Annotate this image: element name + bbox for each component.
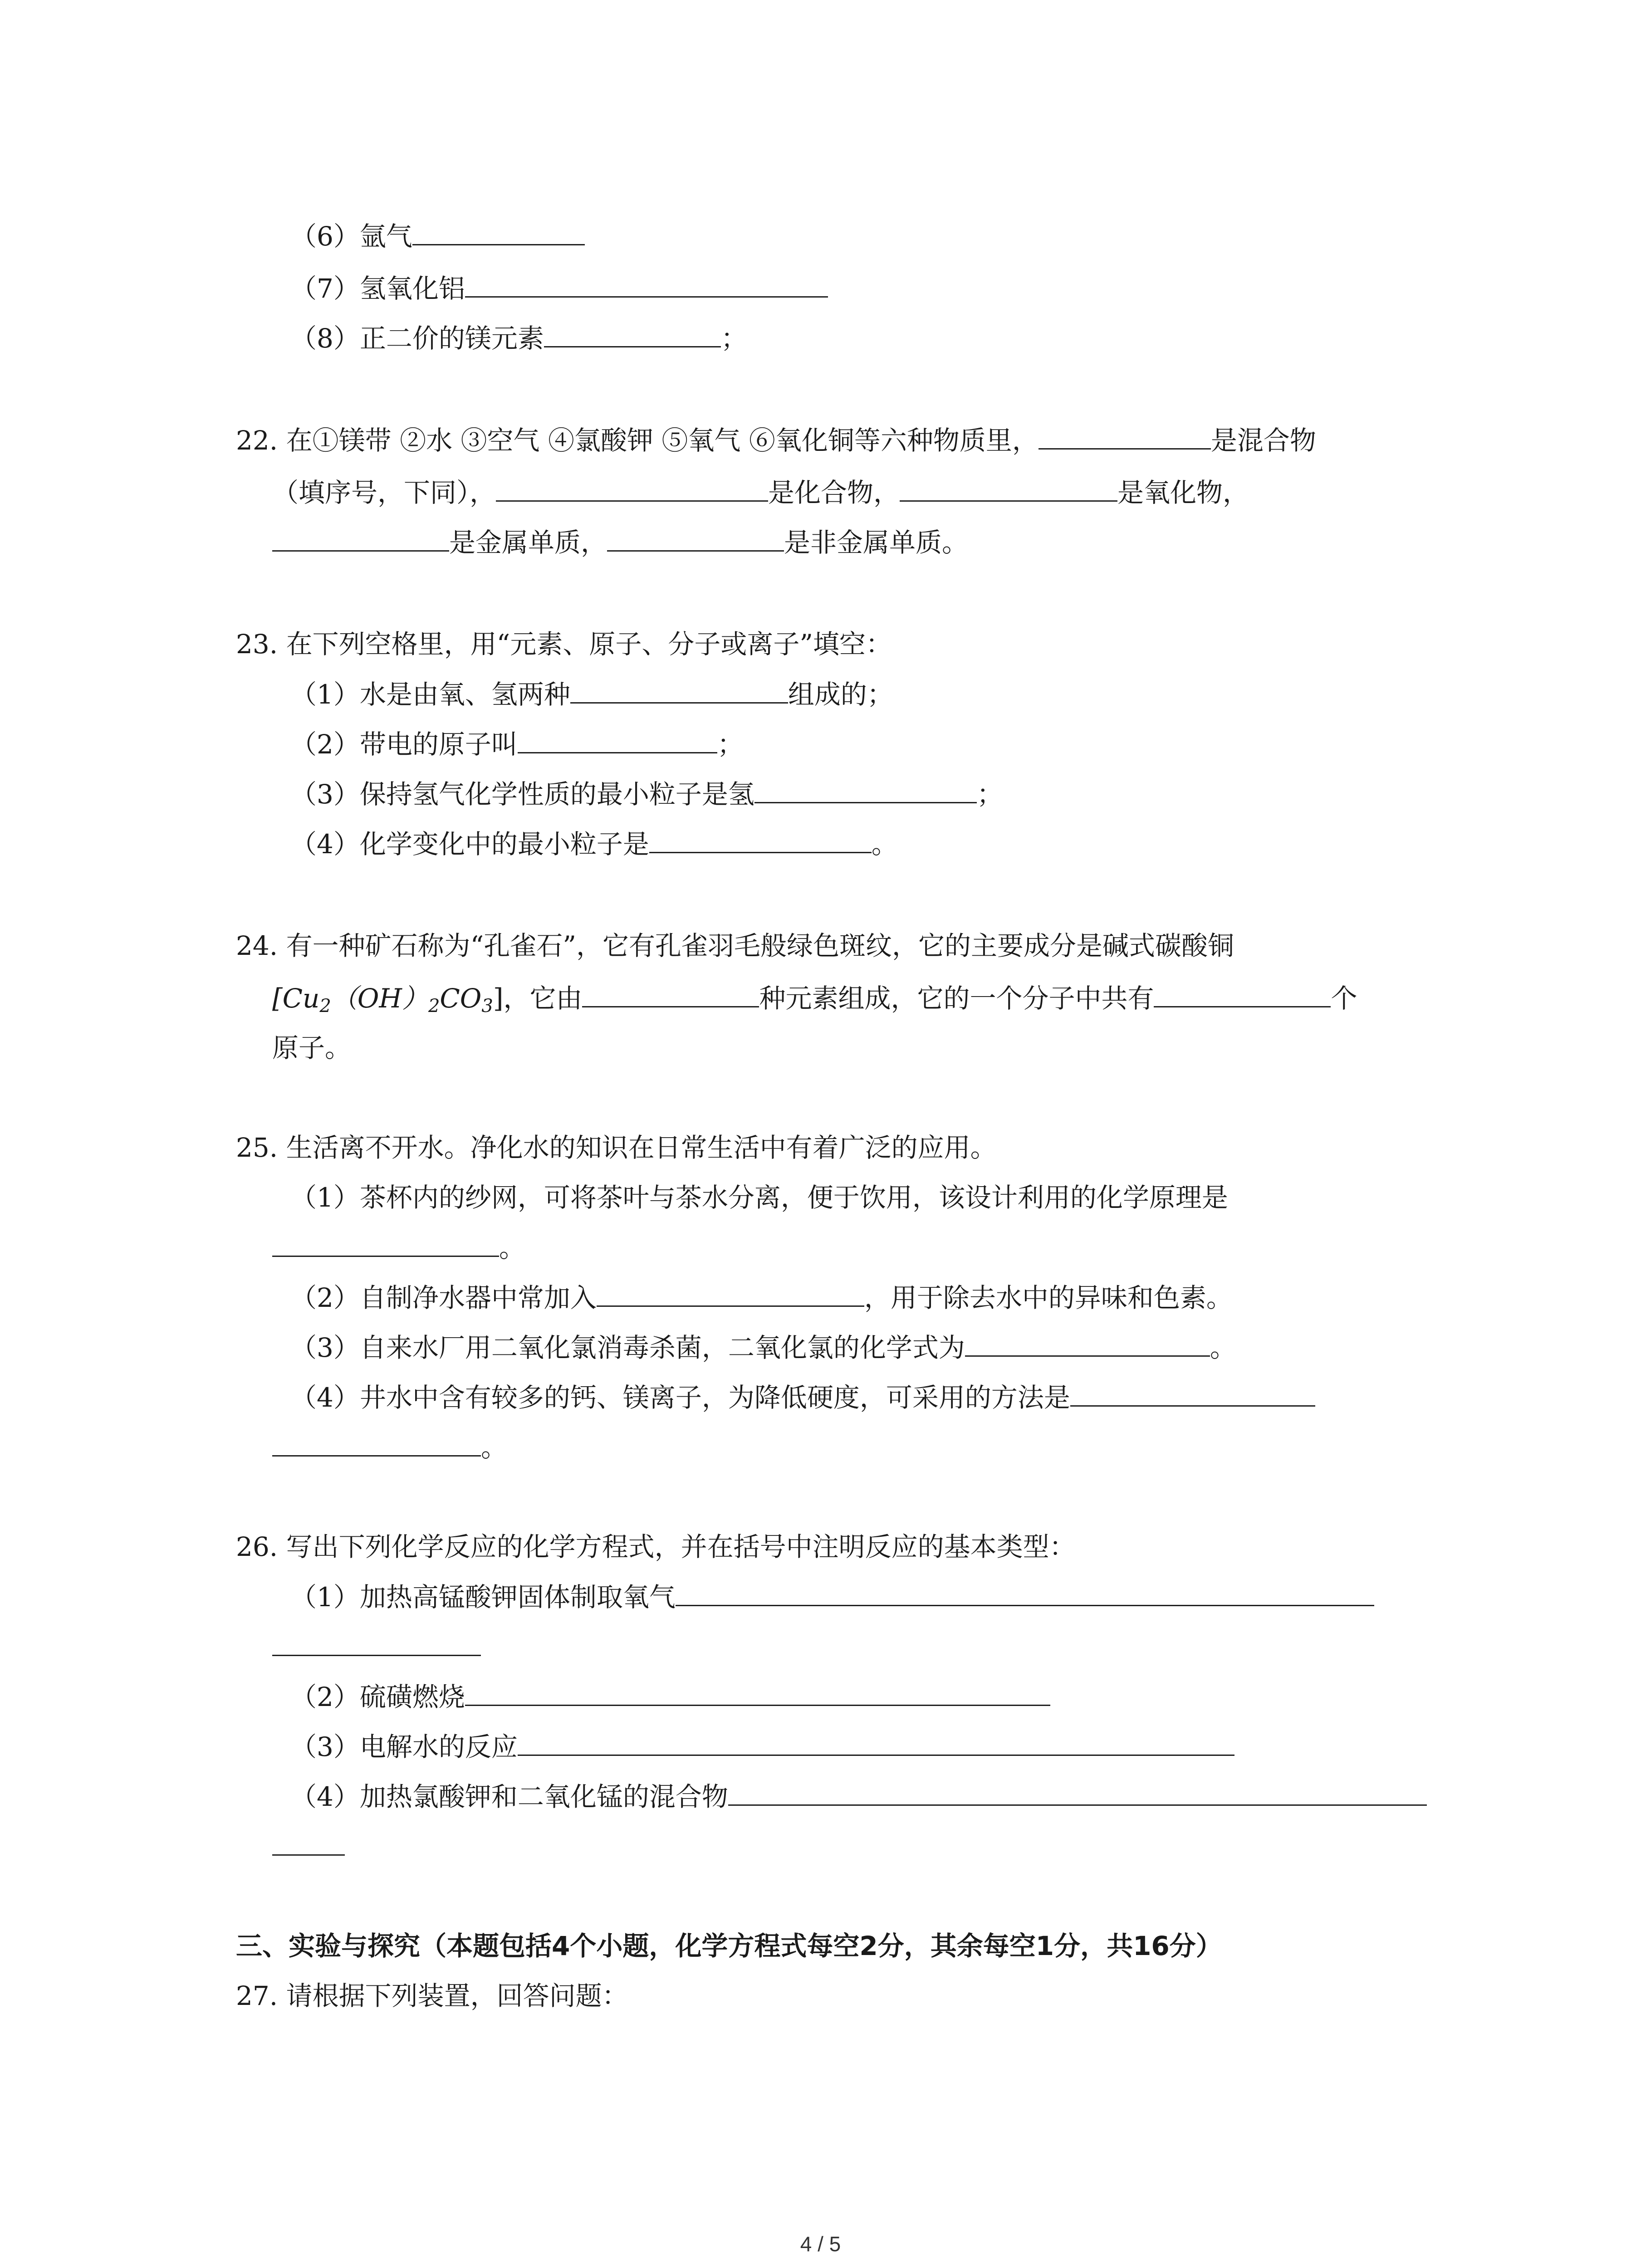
q26-sub-1-answer	[272, 1628, 481, 1665]
page-number: 4 / 5	[800, 2232, 841, 2256]
q23-text: （2）带电的原子叫	[290, 729, 518, 760]
answer-blank[interactable]	[518, 1728, 1234, 1756]
answer-blank[interactable]	[649, 826, 872, 853]
q25-sub-4-answer	[272, 1429, 507, 1466]
q25-text: 。	[499, 1232, 526, 1263]
q22-stem: 22. 在①镁带 ②水 ③空气 ④氯酸钾 ⑤氧气 ⑥氧化铜等六种物质里，	[236, 425, 1038, 456]
formula-part: （OH）	[331, 983, 428, 1014]
formula-subscript: 3	[481, 996, 493, 1017]
q25-sub-2	[290, 1279, 1233, 1316]
q25-sub-3	[290, 1329, 1236, 1366]
q26-text: （1）加热高锰酸钾固体制取氧气	[290, 1582, 676, 1613]
q26-sub-4	[290, 1778, 1427, 1815]
formula-subscript: 2	[319, 996, 331, 1017]
answer-blank[interactable]	[676, 1579, 1374, 1606]
answer-blank[interactable]	[728, 1778, 1427, 1806]
q22-line-1	[236, 422, 1316, 459]
answer-blank[interactable]	[1038, 422, 1211, 450]
q21-item-8	[290, 320, 747, 357]
answer-blank[interactable]	[412, 218, 585, 245]
q22-line-3	[272, 524, 968, 561]
formula-subscript: 2	[428, 996, 440, 1017]
answer-blank[interactable]	[1070, 1379, 1315, 1407]
q23-text: （1）水是由氧、氢两种	[290, 679, 570, 710]
answer-blank[interactable]	[1154, 980, 1331, 1007]
q22-text: （填序号，下同），	[272, 477, 496, 508]
q23-text: 。	[871, 829, 898, 860]
answer-blank[interactable]	[272, 1229, 499, 1257]
answer-blank[interactable]	[272, 1429, 481, 1457]
q25-text: （2）自制净水器中常加入	[290, 1282, 597, 1313]
answer-blank[interactable]	[272, 1828, 345, 1856]
q23-text: ；	[717, 729, 744, 760]
q26-text: （4）加热氯酸钾和二氧化锰的混合物	[290, 1781, 728, 1812]
q22-text: 是化合物，	[768, 477, 900, 508]
answer-blank[interactable]	[496, 474, 768, 502]
answer-blank[interactable]	[965, 1329, 1210, 1357]
q22-text: 是氧化物，	[1117, 477, 1249, 508]
q23-sub-4	[290, 826, 898, 862]
q24-text: ]，它由	[493, 983, 583, 1014]
q25-text: （3）自来水厂用二氧化氯消毒杀菌，二氧化氯的化学式为	[290, 1332, 965, 1363]
q21-item-8-end: ；	[720, 323, 747, 354]
q24-text: 种元素组成，它的一个分子中共有	[759, 983, 1154, 1014]
q26-sub-4-answer	[272, 1828, 345, 1865]
q21-item-6-label: （6）氩气	[290, 221, 412, 252]
q24-line-2	[272, 980, 1357, 1024]
q25-text: （4）井水中含有较多的钙、镁离子，为降低硬度，可采用的方法是	[290, 1382, 1070, 1413]
answer-blank[interactable]	[465, 270, 828, 298]
q25-text: 。	[481, 1432, 508, 1463]
q25-stem: 25. 生活离不开水。净化水的知识在日常生活中有着广泛的应用。	[236, 1132, 997, 1163]
q24-text: 个	[1331, 983, 1357, 1014]
q23-sub-2	[290, 726, 744, 763]
q25-sub-1: （1）茶杯内的纱网，可将茶叶与茶水分离，便于饮用，该设计利用的化学原理是	[290, 1182, 1228, 1213]
answer-blank[interactable]	[597, 1279, 864, 1307]
q24-line-3: 原子。	[272, 1032, 352, 1063]
q22-text: 是混合物	[1210, 425, 1316, 456]
q24-formula	[272, 983, 493, 1017]
q22-text: 是金属单质，	[449, 527, 607, 558]
q23-text: （3）保持氢气化学性质的最小粒子是氢	[290, 779, 754, 810]
answer-blank[interactable]	[272, 524, 449, 552]
q25-text: 。	[1210, 1332, 1236, 1363]
formula-part: [	[272, 983, 283, 1014]
answer-blank[interactable]	[272, 1628, 481, 1656]
q21-item-7-label: （7）氢氧化铝	[290, 273, 465, 304]
answer-blank[interactable]	[582, 980, 759, 1007]
q26-stem: 26. 写出下列化学反应的化学方程式，并在括号中注明反应的基本类型：	[236, 1531, 1076, 1562]
q23-text: ；	[976, 779, 1003, 810]
q23-sub-1	[290, 676, 893, 713]
q22-text: 是非金属单质。	[784, 527, 969, 558]
q26-sub-3	[290, 1728, 1234, 1765]
answer-blank[interactable]	[518, 726, 717, 753]
answer-blank[interactable]	[465, 1678, 1050, 1706]
q23-text: （4）化学变化中的最小粒子是	[290, 829, 649, 860]
answer-blank[interactable]	[900, 474, 1117, 502]
q23-stem: 23. 在下列空格里，用“元素、原子、分子或离子”填空：	[236, 629, 892, 660]
q21-item-7	[290, 270, 828, 307]
q25-sub-4	[290, 1379, 1315, 1416]
q26-sub-2	[290, 1678, 1050, 1715]
q21-item-6	[290, 218, 585, 254]
formula-part: Cu	[282, 983, 320, 1014]
formula-part: CO	[440, 983, 482, 1014]
q26-text: （3）电解水的反应	[290, 1731, 518, 1762]
q25-text: ，用于除去水中的异味和色素。	[864, 1282, 1233, 1313]
q23-text: 组成的；	[788, 679, 893, 710]
answer-blank[interactable]	[570, 676, 788, 704]
q23-sub-3	[290, 776, 1003, 812]
answer-blank[interactable]	[607, 524, 784, 552]
answer-blank[interactable]	[544, 320, 721, 347]
q26-sub-1	[290, 1579, 1374, 1615]
q27-stem: 27. 请根据下列装置，回答问题：	[236, 1980, 628, 2011]
q25-sub-1-answer	[272, 1229, 525, 1266]
q22-line-2	[272, 474, 1249, 511]
q21-item-8-label: （8）正二价的镁元素	[290, 323, 544, 354]
section-3-heading: 三、实验与探究（本题包括4个小题，化学方程式每空2分，其余每空1分，共16分）	[236, 1931, 1222, 1961]
q24-line-1: 24. 有一种矿石称为“孔雀石”，它有孔雀羽毛般绿色斑纹，它的主要成分是碱式碳酸铜	[236, 930, 1234, 961]
answer-blank[interactable]	[754, 776, 977, 803]
q26-text: （2）硫磺燃烧	[290, 1681, 465, 1712]
